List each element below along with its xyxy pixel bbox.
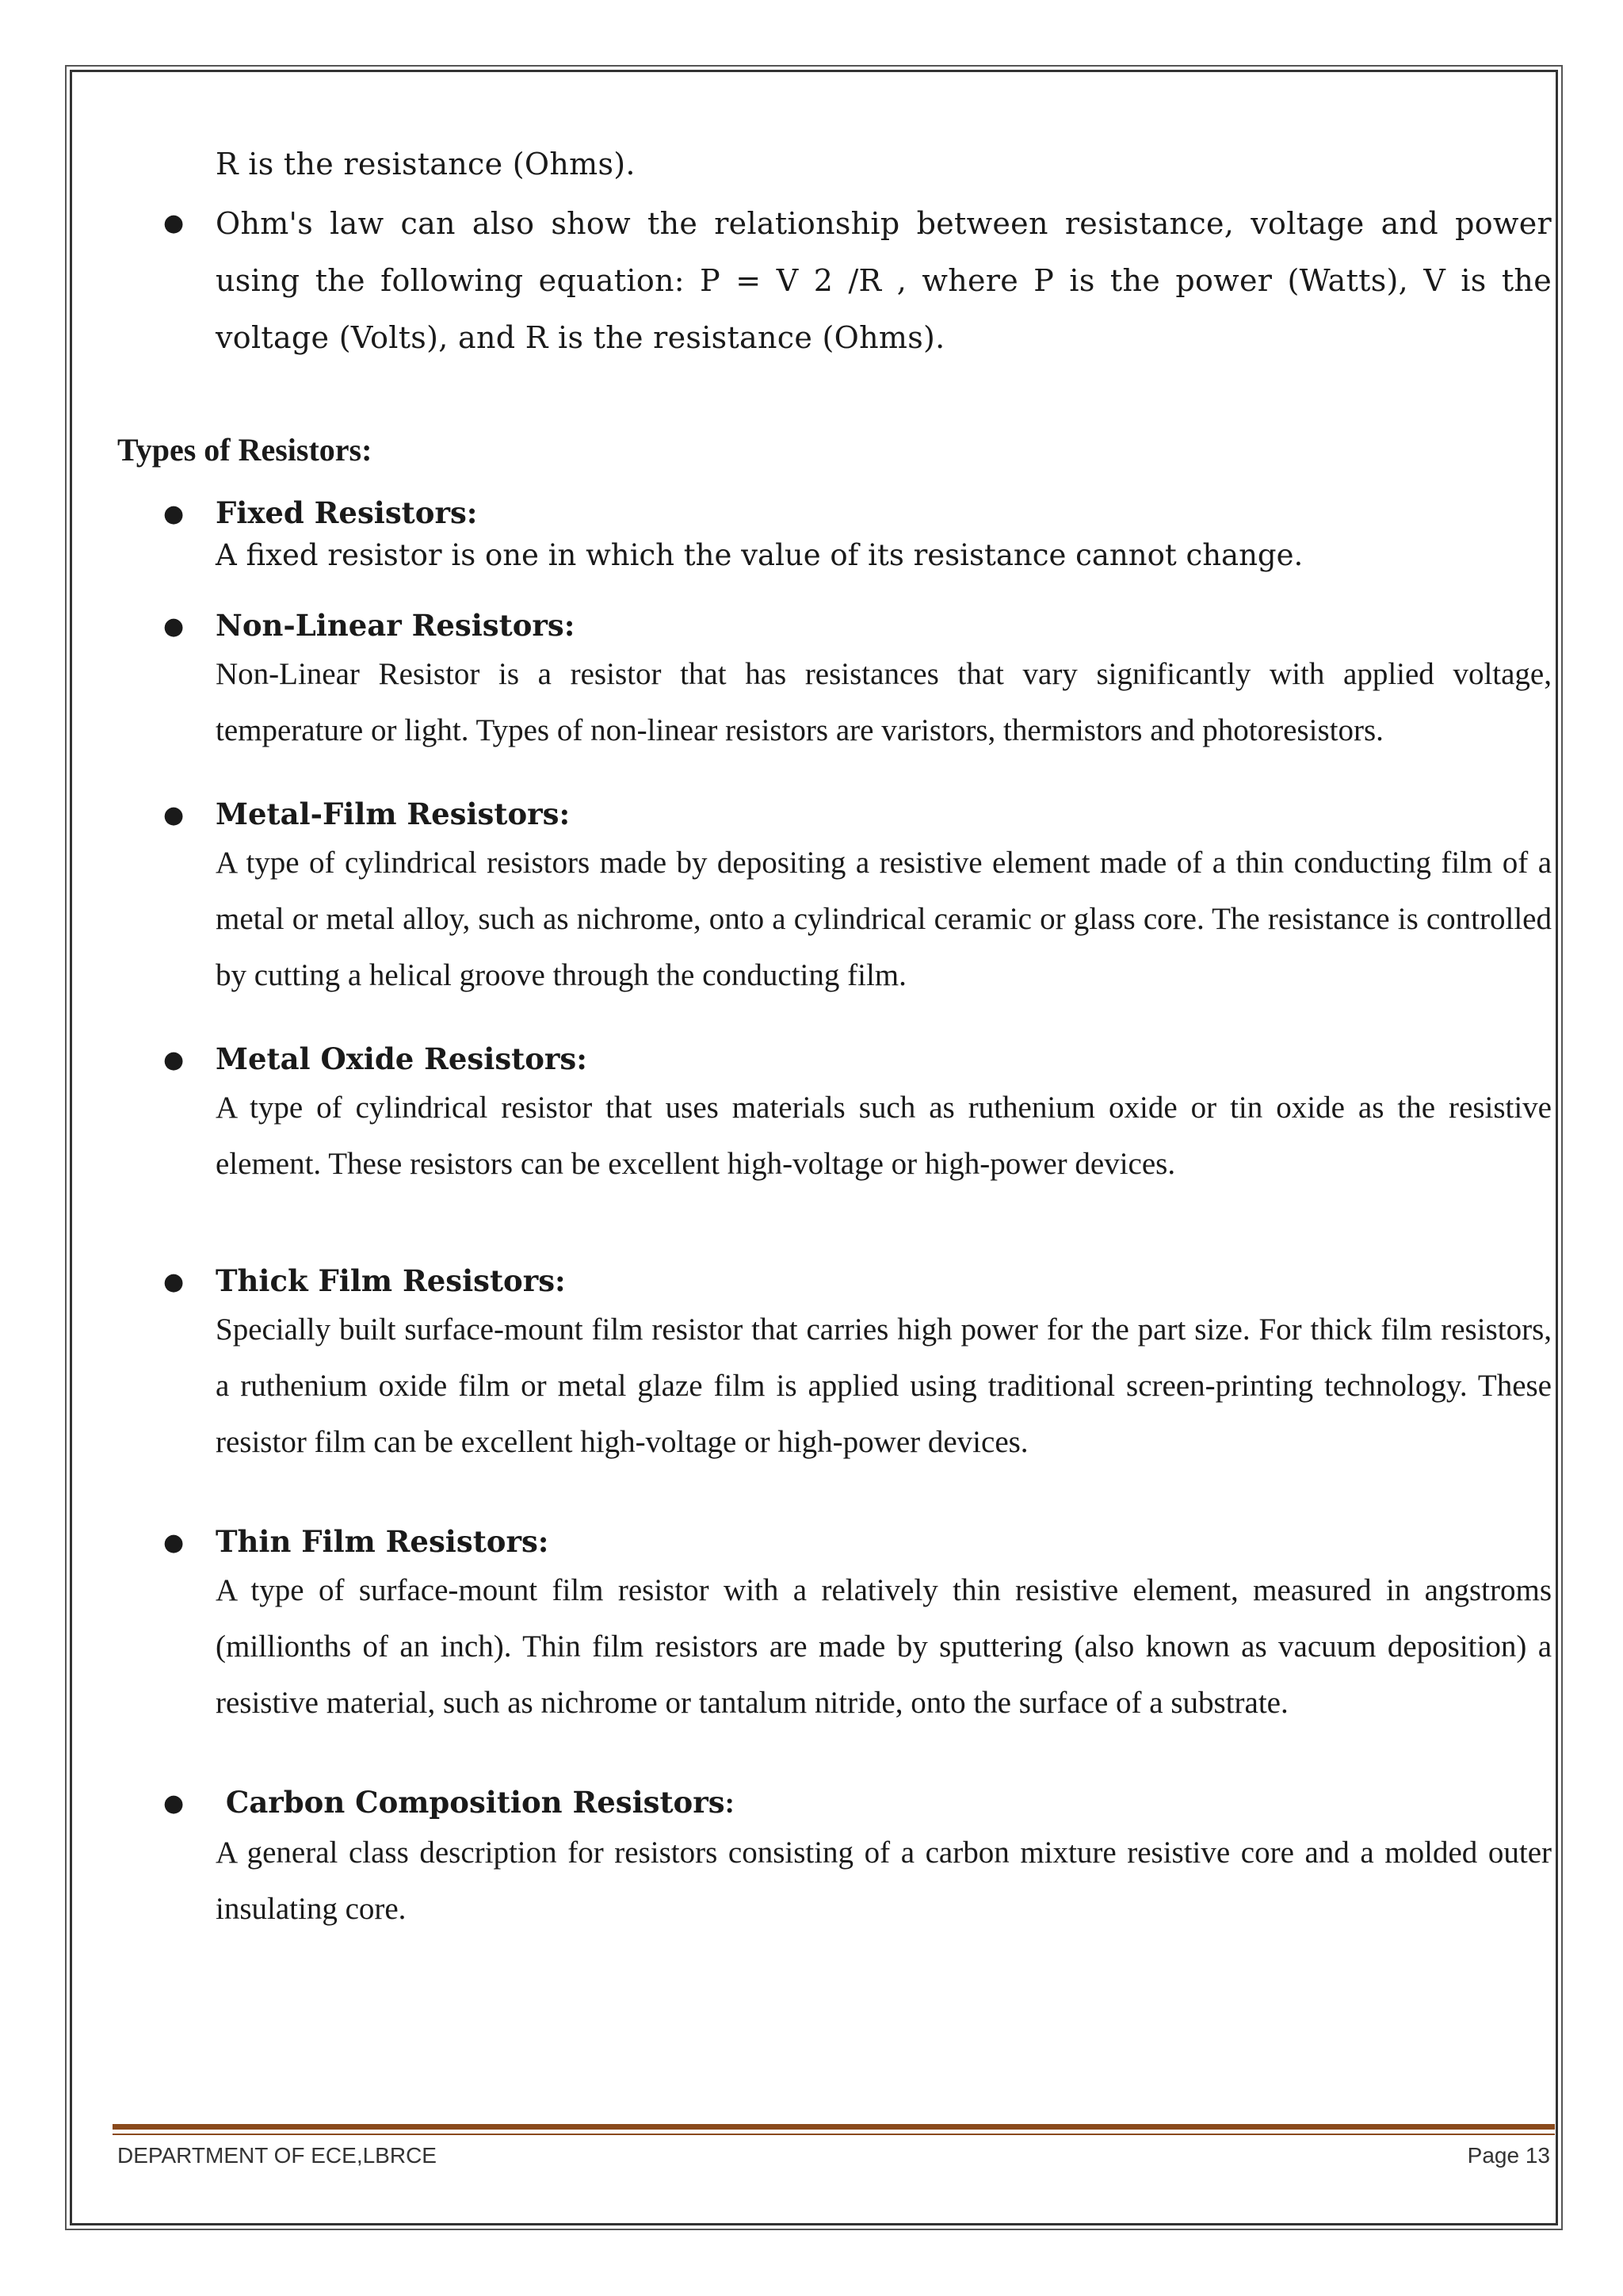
list-item-fixed-resistors [117,492,1552,578]
item-title [216,1782,1552,1824]
item-description: Specially built surface-mount film resistor that carries high power for the part size. For thick film resistors, a ruthenium oxide film or metal glaze film is applied using traditional screen-printing technology. These resistor film can be excellent high-voltage or high-power devices. [216,1312,1552,1459]
section-title: Types of Resistors: [117,432,372,468]
bullet-icon: ● [163,1529,185,1557]
item-description: Non-Linear Resistor is a resistor that has resistances that vary significantly with applied voltage, temperature or light. Types of non-linear resistors are varistors, thermistors and photoresistors. [216,657,1552,747]
item-description: A type of cylindrical resistor that uses materials such as ruthenium oxide or tin oxide as the resistive element. These resistors can be excellent high-voltage or high-power devices. [216,1091,1552,1181]
item-description: A type of surface-mount film resistor with a relatively thin resistive element, measured in angstroms (millionths of an inch). Thin film resistors are made by sputtering (also known as vacuum deposition) a resistive material, such as nichrome or tantalum nitride, onto the surface of a substrate. [216,1573,1552,1720]
item-title: Metal Oxide Resistors: [216,1041,587,1076]
item-title: Fixed Resistors: [216,495,478,530]
item-title: Metal-Film Resistors: [216,797,571,831]
list-item-metal-oxide-resistors [117,1038,1552,1192]
item-description: A general class description for resistors consisting of a carbon mixture resistive core and a molded outer insulating core. [216,1836,1552,1926]
footer-rule-thick [113,2124,1555,2130]
item-description: A fixed resistor is one in which the value of its resistance cannot change. [216,538,1304,572]
footer-page-number: Page 13 [1467,2143,1550,2168]
list-item-metal-film-resistors [117,793,1552,1003]
page-footer [117,2143,1550,2168]
list-item-carbon-composition-resistors [117,1782,1552,1937]
item-title-colon: : [724,1787,735,1820]
item-description: A type of cylindrical resistors made by depositing a resistive element made of a thin conducting film of a metal or metal alloy, such as nichrome, onto a cylindrical ceramic or glass core. The resistance is controlled by cutting a helical groove through the conducting film. [216,846,1552,992]
item-title: Thick Film Resistors: [216,1263,566,1298]
bullet-icon: ● [163,613,185,640]
item-title-text: Carbon Composition Resistors [216,1785,725,1820]
footer-department: DEPARTMENT OF ECE,LBRCE [117,2143,437,2168]
page-content [117,143,1552,1937]
bullet-icon: ● [163,500,185,528]
footer-rule-thin [113,2134,1555,2135]
bullet-icon: ● [163,209,185,237]
bullet-icon: ● [163,801,185,829]
list-item-thick-film-resistors [117,1260,1552,1470]
bullet-icon: ● [163,1046,185,1074]
list-item-thin-film-resistors [117,1521,1552,1731]
bullet-icon: ● [163,1790,185,1817]
resistance-definition-line: R is the resistance (Ohms). [216,147,636,181]
ohm-power-bullet [117,195,1552,366]
item-title: Non-Linear Resistors: [216,608,575,643]
ohm-power-text: Ohm's law can also show the relationship between resistance, voltage and power using the following equation: P = V 2 /R , where P is the power (Watts), V is the voltage (Volts), and R is the resistance (Ohms). [216,206,1552,355]
list-item-non-linear-resistors [117,605,1552,758]
bullet-icon: ● [163,1268,185,1296]
item-title: Thin Film Resistors: [216,1524,549,1559]
